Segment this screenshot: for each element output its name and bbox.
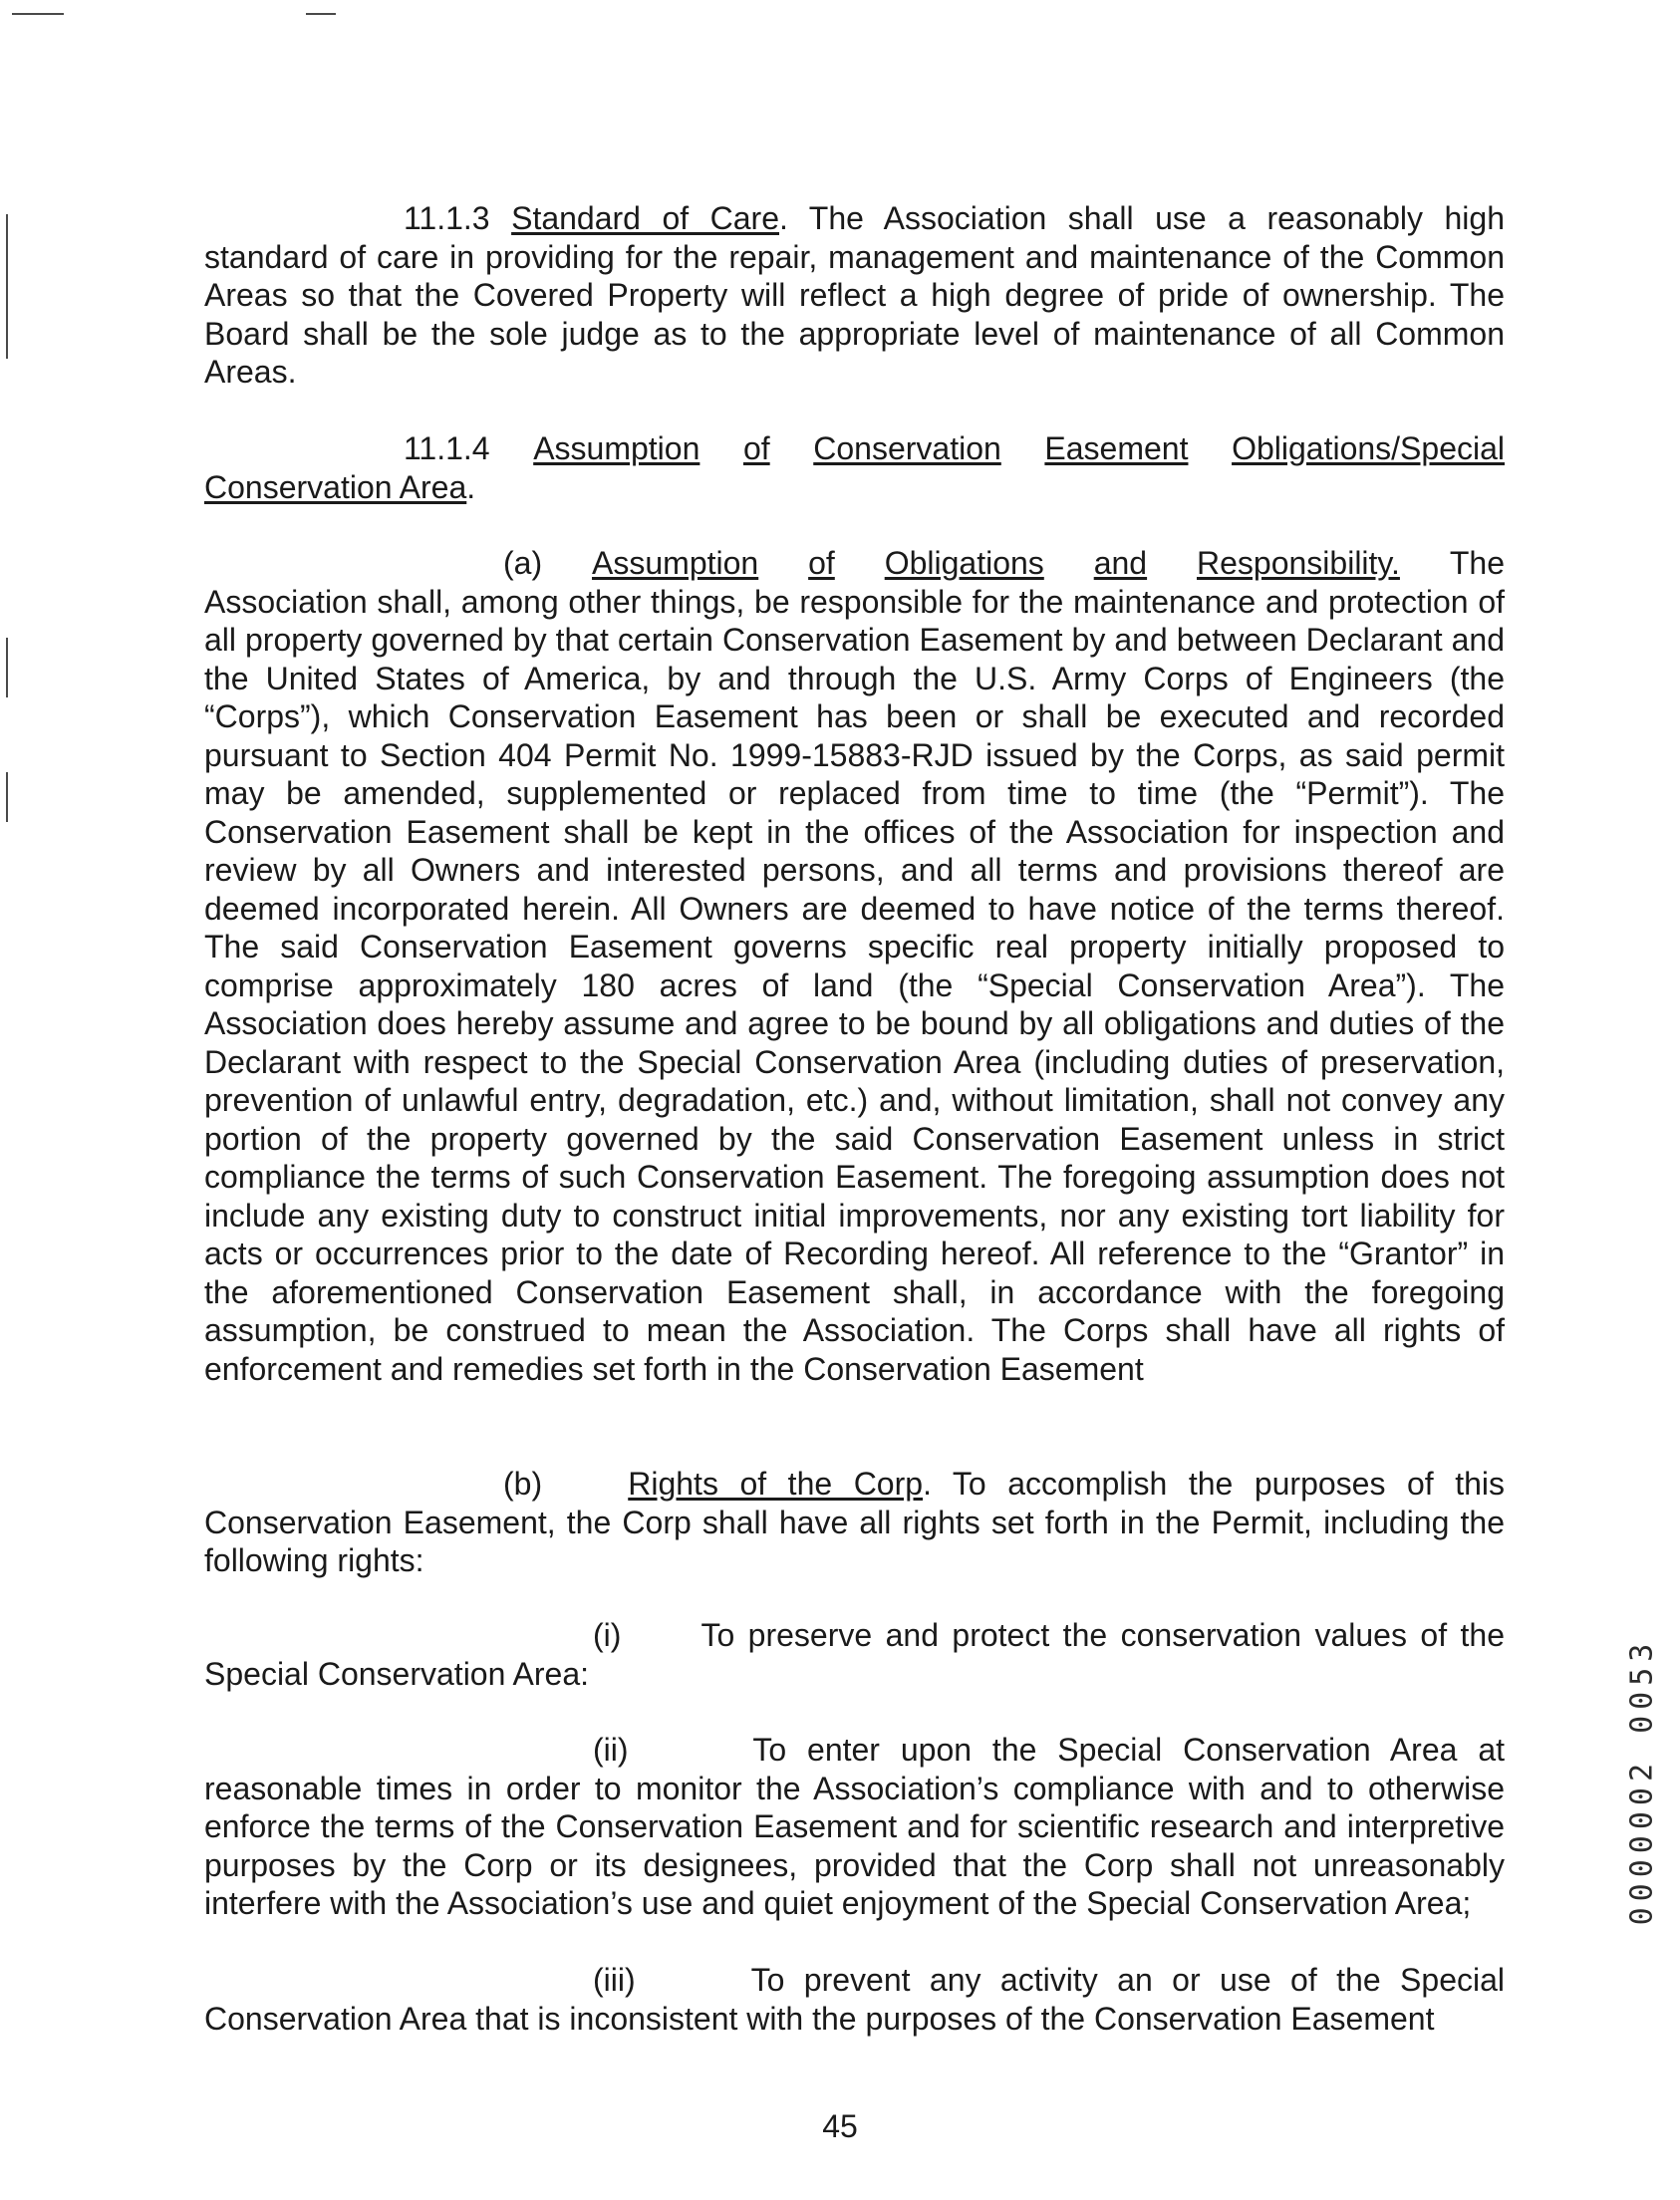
subsection-label: (b) bbox=[503, 1466, 543, 1502]
heading-word: and bbox=[1093, 545, 1148, 581]
first-word: The bbox=[1449, 545, 1505, 581]
margin-bar bbox=[6, 772, 8, 822]
item-body: To preserve and protect the conservation values of the Special Conservation Area: bbox=[204, 1617, 1506, 1692]
item-body: To prevent any activity an or use of the Special Conservation Area that is inconsistent with the purposes of the Conservation Easement bbox=[204, 1962, 1506, 2037]
margin-bar bbox=[6, 214, 8, 359]
section-heading-line bbox=[204, 429, 1505, 468]
subsection-b bbox=[204, 1465, 1505, 1580]
subsection-body: Association shall, among other things, be responsible for the maintenance and protection of all property governed by that certain Conservation Easement by and between Declarant and the United States of America, by and through the U.S. Army Corps of Engineers (the “Corps”), which Conservation Easement has been or shall be executed and recorded pursuant to Section 404 Permit No. 1999-15883-RJD issued by the Corps, as said permit may be amended, supplemented or replaced from time to time (the “Permit”). The Conservation Easement shall be kept in the offices of the Association for inspection and review by all Owners and interested persons, and all terms and provisions thereof are deemed incorporated herein. All Owners are deemed to have notice of the terms thereof. The said Conservation Easement governs specific real property initially proposed to comprise approximately 180 acres of land (the “Special Conservation Area”). The Association does hereby assume and agree to be bound by all obligations and duties of the Declarant with respect to the Special Conservation Area (including duties of preservation, prevention of unlawful entry, degradation, etc.) and, without limitation, shall not convey any portion of the property governed by the said Conservation Easement unless in strict compliance the terms of such Conservation Easement. The foregoing assumption does not include any existing duty to construct initial improvements, nor any existing tort liability for acts or occurrences prior to the date of Recording hereof. All reference to the “Grantor” in the aforementioned Conservation Easement shall, in accordance with the foregoing assumption, be construed to mean the Association. The Corps shall have all rights of enforcement and remedies set forth in the Conservation Easement bbox=[204, 583, 1505, 1387]
heading-word: Responsibility. bbox=[1197, 545, 1400, 581]
heading-word: Assumption bbox=[592, 545, 759, 581]
section-heading: Standard of Care bbox=[511, 200, 779, 236]
subsection-label: (a) bbox=[503, 545, 543, 581]
subsection-heading-line bbox=[204, 544, 1505, 583]
item-body: To enter upon the Special Conservation Area at reasonable times in order to monitor the Association’s compliance with and to otherwise enforce the terms of the Conservation Easement and for scientific research and interpretive purposes by the Corp or its designees, provided that the Corp shall not unreasonably interfere with the Association’s use and quiet enjoyment of the Special Conservation Area; bbox=[204, 1732, 1506, 1921]
heading-word: Assumption bbox=[533, 430, 700, 466]
subsection-heading: Rights of the Corp bbox=[628, 1466, 924, 1502]
item-i bbox=[204, 1616, 1505, 1693]
heading-word: Obligations/Special bbox=[1232, 430, 1505, 466]
section-body: . The Association shall use a reasonably high standard of care in providing for the repair, management and maintenance of the Common Areas so that the Covered Property will reflect a high degree of pride of ownership. The Board shall be the sole judge as to the appropriate level of maintenance of all Common Areas. bbox=[204, 200, 1506, 390]
subsection-a bbox=[204, 544, 1505, 1388]
item-ii bbox=[204, 1731, 1505, 1923]
section-number: 11.1.4 bbox=[404, 430, 490, 466]
item-label: (ii) bbox=[593, 1732, 629, 1768]
section-heading-cont: Conservation Area. bbox=[204, 468, 476, 505]
heading-word: Conservation bbox=[813, 430, 1001, 466]
heading-word: Easement bbox=[1044, 430, 1189, 466]
heading-word: of bbox=[808, 545, 835, 581]
margin-stamp-text: 0000002 0053 bbox=[1624, 1637, 1660, 1926]
section-11-1-4 bbox=[204, 429, 1505, 506]
item-label: (iii) bbox=[593, 1962, 636, 1998]
section-number: 11.1.3 bbox=[404, 200, 490, 236]
page-number: 45 bbox=[822, 2108, 858, 2144]
section-11-1-3 bbox=[204, 199, 1505, 392]
scan-mark bbox=[306, 13, 336, 15]
item-iii bbox=[204, 1961, 1505, 2038]
subsection-body: . To accomplish the purposes of this Conservation Easement, the Corp shall have all rights set forth in the Permit, including the following rights: bbox=[204, 1466, 1506, 1578]
margin-stamp bbox=[1622, 1592, 1662, 1971]
item-label: (i) bbox=[593, 1617, 622, 1653]
heading-word: of bbox=[742, 430, 770, 466]
heading-word: Obligations bbox=[884, 545, 1044, 581]
scan-mark bbox=[12, 13, 64, 15]
margin-bar bbox=[6, 638, 8, 697]
